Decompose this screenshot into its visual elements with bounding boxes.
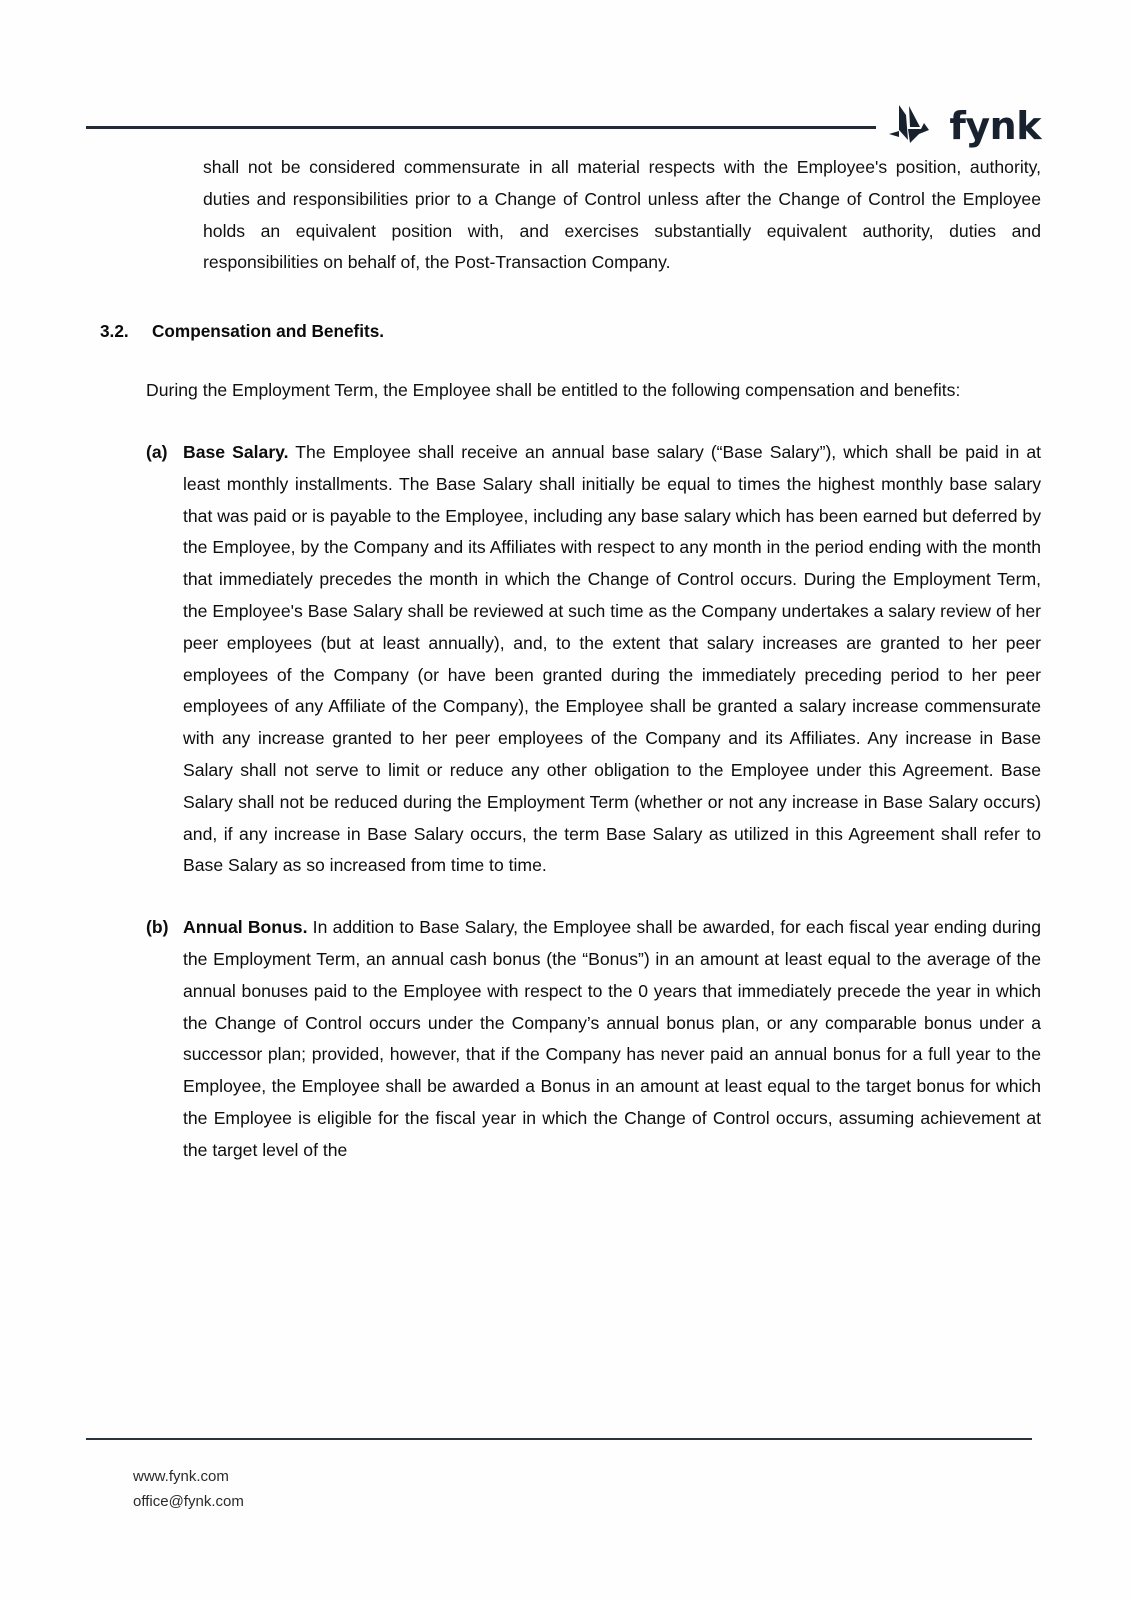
section-title: Compensation and Benefits.	[152, 321, 385, 342]
origami-bird-icon	[886, 103, 940, 147]
list-item-lead: Base Salary.	[183, 441, 289, 462]
spacer	[0, 345, 1131, 375]
brand-wordmark: fynk	[949, 104, 1041, 148]
footer-website[interactable]: www.fynk.com	[133, 1468, 229, 1485]
document-body	[0, 152, 1131, 1167]
page-header	[0, 96, 1131, 160]
list-item-text: In addition to Base Salary, the Employee shall be awarded, for each fiscal year ending during the Employment Term, an annual cash bonus (the “Bonus”) in an amount at least equal to the average of the annual bonuses paid to the Employee with respect to the 0 years that immediately precede the year in which the Change of Control occurs under the Company’s annual bonus plan, or any comparable bonus under a successor plan; provided, however, that if the Company has never paid an annual bonus for a full year to the Employee, the Employee shall be awarded a Bonus in an amount at least equal to the target bonus for which the Employee is eligible for the fiscal year in which the Change of Control occurs, assuming achievement at the target level of the	[183, 917, 1041, 1160]
list-item	[146, 912, 1041, 1166]
section-number: 3.2.	[100, 321, 129, 342]
brand-logo	[886, 96, 1041, 154]
list-item-lead: Annual Bonus.	[183, 917, 308, 938]
continued-paragraph: shall not be considered commensurate in all material respects with the Employee's position, authority, duties and responsibilities prior to a Change of Control unless after the Change of Control the Employee holds an equivalent position with, and exercises substantially equivalent authority, duties and responsibilities on behalf of, the Post-Transaction Company.	[203, 157, 1041, 273]
spacer	[0, 882, 1131, 912]
footer-contact	[133, 1464, 244, 1514]
section-heading	[100, 317, 1041, 345]
header-divider	[86, 126, 876, 129]
list-marker: (a)	[146, 441, 168, 462]
intro-paragraph: During the Employment Term, the Employee shall be entitled to the following compensation and benefits:	[146, 380, 961, 401]
footer-email[interactable]: office@fynk.com	[133, 1493, 244, 1510]
spacer	[0, 407, 1131, 437]
list-item-body	[183, 912, 1041, 1166]
list-marker: (b)	[146, 917, 169, 938]
spacer	[0, 279, 1131, 317]
list-item	[146, 437, 1041, 882]
list-item-text: The Employee shall receive an annual base salary (“Base Salary”), which shall be paid in at least monthly installments. The Base Salary shall initially be equal to times the highest monthly base salary that was paid or is payable to the Employee, including any base salary which has been earned but deferred by the Employee, by the Company and its Affiliates with respect to any month in the period ending with the month that immediately precedes the month in which the Change of Control occurs. During the Employment Term, the Employee's Base Salary shall be reviewed at such time as the Company undertakes a salary review of her peer employees (but at least annually), and, to the extent that salary increases are granted to her peer employees of the Company (or have been granted during the immediately preceding period to her peer employees of any Affiliate of the Company), the Employee shall be granted a salary increase commensurate with any increase granted to her peer employees of the Company and its Affiliates. Any increase in Base Salary shall not serve to limit or reduce any other obligation to the Employee under this Agreement. Base Salary shall not be reduced during the Employment Term (whether or not any increase in Base Salary occurs) and, if any increase in Base Salary occurs, the term Base Salary as utilized in this Agreement shall refer to Base Salary as so increased from time to time.	[183, 441, 1041, 876]
footer-divider	[86, 1438, 1032, 1440]
list-item-body	[183, 437, 1041, 882]
